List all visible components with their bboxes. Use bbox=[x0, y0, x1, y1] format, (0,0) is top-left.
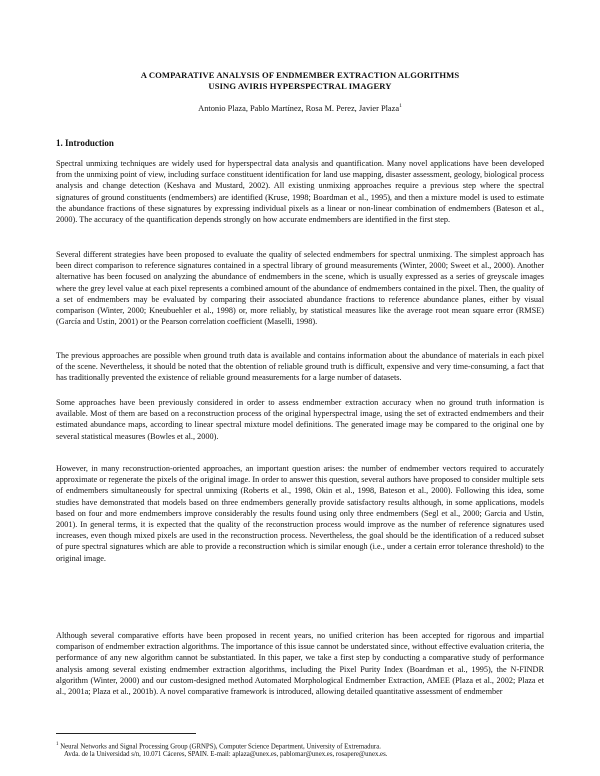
paper-title bbox=[60, 70, 540, 92]
paragraph-4: Some approaches have been previously considered in order to assess endmember extraction accuracy when no ground truth information is available. Most of them are based on a reconstruction process of the original hyperspectral image, using the set of extracted endmembers and their estimated abundance maps, according to linear spectral mixture model definitions. The generated image may be compared to the original one by several statistical measures (Bowles et al., 2000). bbox=[56, 398, 544, 441]
footnote-mark: 1 bbox=[56, 742, 59, 747]
paragraph-5: However, in many reconstruction-oriented approaches, an important question arises: the number of endmember vectors required to accurately approximate or regenerate the pixels of the original image. In order to answer this question, several authors have proposed to consider multiple sets of endmembers simultaneously for spectral unmixing (Roberts et al., 1998, Okin et al., 1998, Bateson et al., 2000). Following this idea, some studies have demonstrated that models based on three endmembers generally provide satisfactory results although, in some applications, models based on four and more endmembers improve considerably the results found using only three endmembers (Segl et al., 2000; Garcia and Ustin, 2001). In general terms, it is expected that the quality of the reconstruction process would improve as the number of reference signatures used increases, even though mixed pixels are used in the reconstruction process. Nevertheless, the goal should be the identification of a reduced subset of pure spectral signatures which are able to provide a reconstruction which is similar enough (i.e., under a certain error tolerance threshold) to the original image. bbox=[56, 464, 544, 563]
paragraph-6: Although several comparative efforts have been proposed in recent years, no unified criterion has been accepted for rigorous and impartial comparison of endmember extraction algorithms. The importance of this issue cannot be understated since, without effective evaluation criteria, the performance of any new algorithm cannot be substantiated. In this paper, we take a first step by conducting a comparative study of performance analysis among several existing endmember extraction algorithms, including the Pixel Purity Index (Boardman et al., 1995), the N-FINDR algorithm (Winter, 2000) and our custom-designed method Automated Morphological Endmember Extraction, AMEE (Plaza et al., 2002; Plaza et al., 2001a; Plaza et al., 2001b). A novel comparative framework is introduced, allowing detailed quantitative assessment of endmember bbox=[56, 631, 544, 697]
paper-title-line-1: A COMPARATIVE ANALYSIS OF ENDMEMBER EXTRACTION ALGORITHMS bbox=[140, 70, 460, 80]
author-list bbox=[60, 101, 540, 114]
paper-title-line-2: USING AVIRIS HYPERSPECTRAL IMAGERY bbox=[208, 81, 392, 91]
section-heading: 1. Introduction bbox=[56, 138, 114, 148]
author-footnote-mark: 1 bbox=[399, 103, 402, 109]
footnote-affiliation: Neural Networks and Signal Processing Group (GRNPS), Computer Science Department, University of Extremadura. bbox=[60, 743, 381, 751]
paragraph-1: Spectral unmixing techniques are widely used for hyperspectral data analysis and quantification. Many novel applications have been developed from the unmixing point of view, including surface constituent identification for land use mapping, disaster assessment, geology, biological process analysis and change detection (Keshava and Mustard, 2002). All existing unmixing approaches require a previous step where the spectral signatures of ground constituents (endmembers) are identified (Kruse, 1998; Boardman et al., 1995), and then a mixture model is used to estimate the abundance fractions of these signatures by expressing individual pixels as a linear or non-linear combination of endmembers (Bateson et al., 2000). The accuracy of the quantification depends strongly on how accurate endmembers are identified in the first step. bbox=[56, 159, 544, 225]
footnote-line-2: Avda. de la Universidad s/n, 10.071 Cáceres, SPAIN. E-mail: aplaza@unex.es, pablomar@unex.es, rosapere@unex.es. bbox=[64, 751, 388, 758]
paragraph-2: Several different strategies have been proposed to evaluate the quality of selected endmembers for spectral unmixing. The simplest approach has been direct comparison to reference signatures contained in a spectral library of ground measurements (Winter, 2000; Sweet et al., 2000). Another alternative has been focused on analyzing the abundance of endmembers in the scene, which is usually expressed as a series of greyscale images where the grey level value at each pixel represents a combined amount of the abundance of endmembers contained in the pixel. Then, the quality of a set of endmembers may be evaluated by comparing their associated abundance fractions to reference abundance planes, either by visual comparison (Winter, 2000; Kneubuehler et al., 1998) or, more reliably, by statistical measures like the average root mean square error (RMSE) (García and Ustin, 2001) or the Pearson correlation coefficient (Maselli, 1998). bbox=[56, 250, 544, 327]
footnote-divider bbox=[56, 733, 196, 734]
paragraph-3: The previous approaches are possible when ground truth data is available and contains information about the abundance of materials in each pixel of the scene. Nevertheless, it should be noted that the obtention of reliable ground truth is difficult, expensive and very time-consuming, a fact that has traditionally prevented the existence of reliable ground measurements for a large number of datasets. bbox=[56, 351, 544, 383]
author-names: Antonio Plaza, Pablo Martínez, Rosa M. Perez, Javier Plaza bbox=[198, 103, 400, 113]
